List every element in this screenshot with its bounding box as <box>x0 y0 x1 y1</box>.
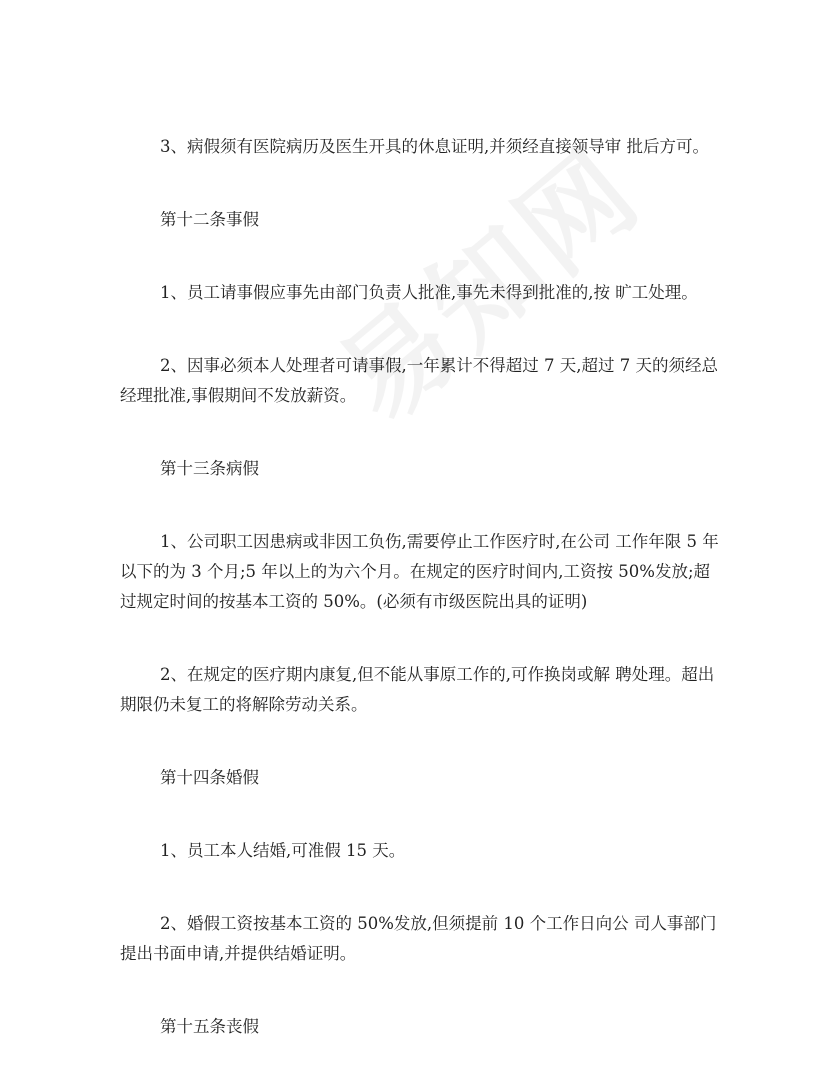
paragraph-line: 2、婚假工资按基本工资的 50%发放,但须提前 10 个工作日向公 司人事部门 <box>160 914 717 933</box>
paragraph-line: 1、公司职工因患病或非因工负伤,需要停止工作医疗时,在公司 工作年限 5 年 <box>160 532 719 551</box>
paragraph-line: 期限仍未复工的将解除劳动关系。 <box>120 695 368 714</box>
heading-article-13-sick-leave: 第十三条病假 <box>160 459 259 478</box>
paragraph-personal-leave-limit <box>120 351 720 411</box>
paragraph-personal-leave-approval: 1、员工请事假应事先由部门负责人批准,事先未得到批准的,按 旷工处理。 <box>160 283 698 302</box>
paragraph-sick-leave-pay <box>120 527 720 617</box>
heading-article-14-marriage-leave: 第十四条婚假 <box>160 768 259 787</box>
heading-article-12-personal-leave: 第十二条事假 <box>160 210 259 229</box>
paragraph-line: 过规定时间的按基本工资的 50%。(必须有市级医院出具的证明) <box>120 592 588 611</box>
paragraph-line: 以下的为 3 个月;5 年以上的为六个月。在规定的医疗时间内,工资按 50%发放;超 <box>120 562 711 581</box>
paragraph-line: 2、在规定的医疗期内康复,但不能从事原工作的,可作换岗或解 聘处理。超出 <box>160 665 715 684</box>
paragraph-line: 经理批准,事假期间不发放薪资。 <box>120 386 357 405</box>
heading-article-15-bereavement-leave: 第十五条丧假 <box>160 1017 259 1036</box>
paragraph-sick-leave-recovery <box>120 660 720 720</box>
document-body <box>120 132 720 1042</box>
paragraph-line: 提出书面申请,并提供结婚证明。 <box>120 944 357 963</box>
paragraph-sick-leave-certificate: 3、病假须有医院病历及医生开具的休息证明,并须经直接领导审 批后方可。 <box>160 137 709 156</box>
paragraph-marriage-leave-days: 1、员工本人结婚,可准假 15 天。 <box>160 841 406 860</box>
paragraph-line: 2、因事必须本人处理者可请事假,一年累计不得超过 7 天,超过 7 天的须经总 <box>160 356 718 375</box>
paragraph-marriage-leave-pay <box>120 909 720 969</box>
